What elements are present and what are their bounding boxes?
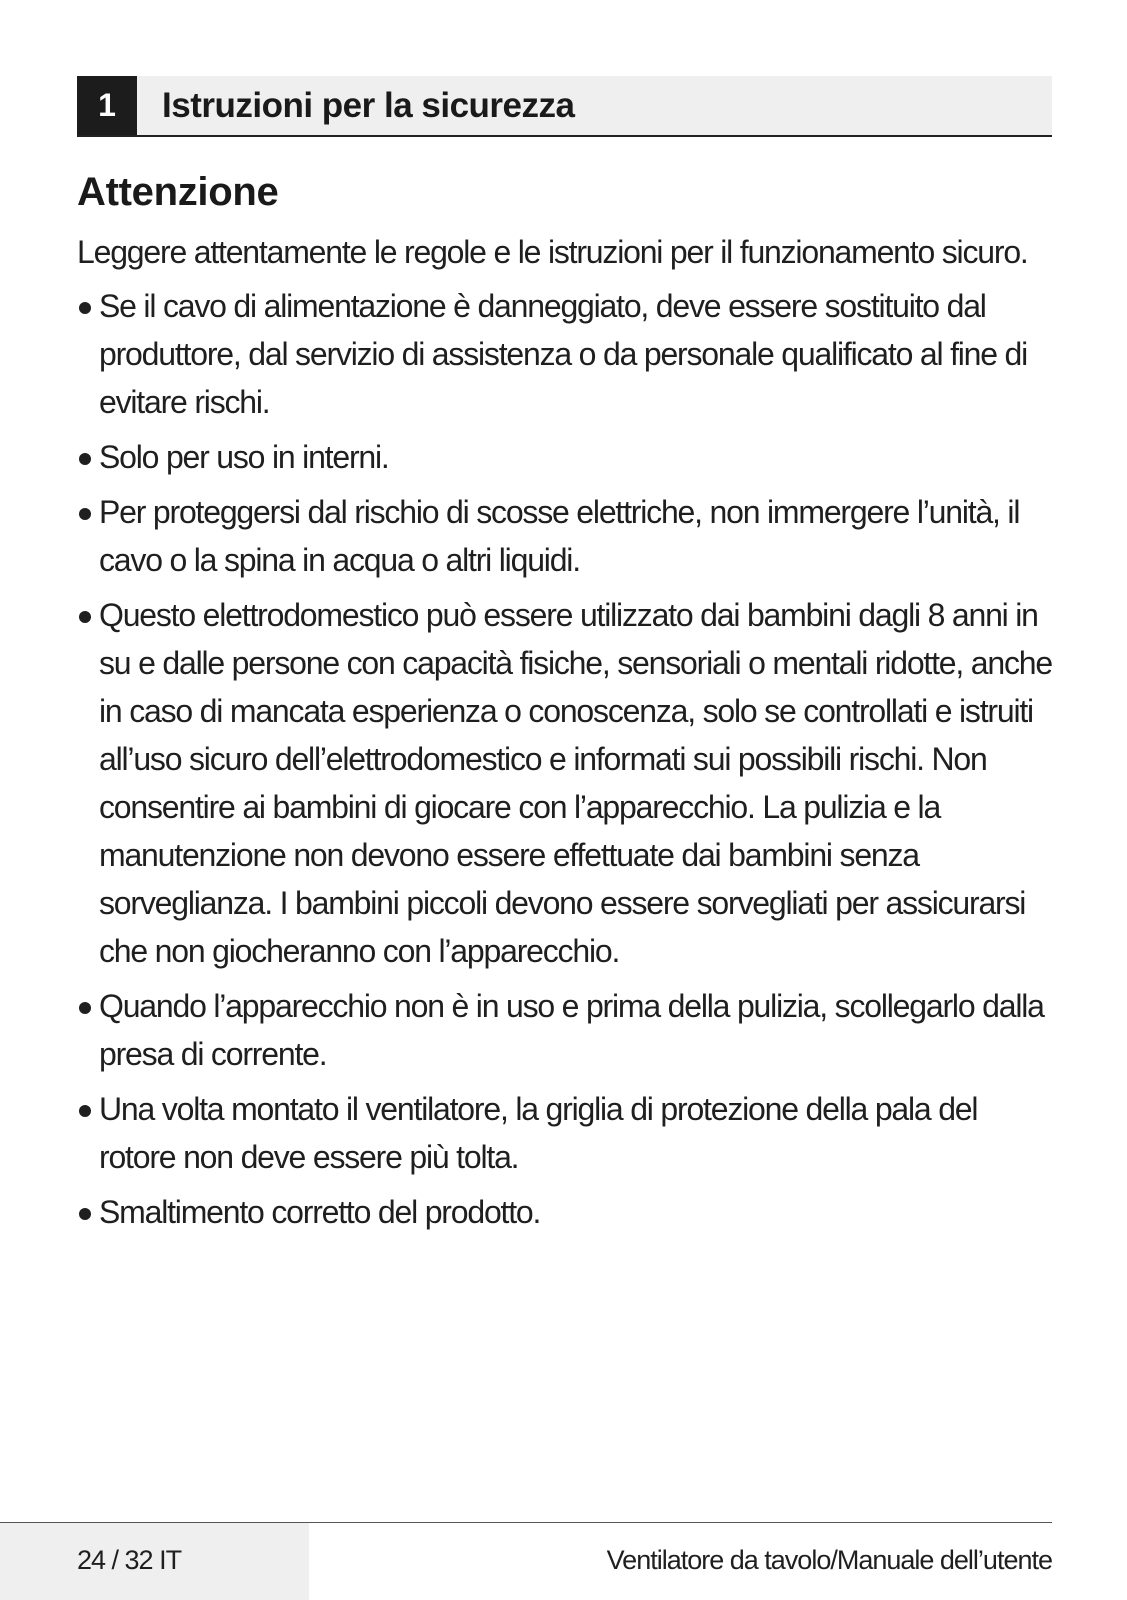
intro-paragraph: Leggere attentamente le regole e le istruzioni per il funzionamento sicuro.	[77, 234, 1028, 270]
bullet-dot-icon	[79, 302, 91, 314]
safety-bullet-list	[77, 282, 1052, 1236]
bullet-text: Solo per uso in interni.	[99, 439, 389, 475]
section-header	[77, 76, 1052, 137]
bullet-text: Smaltimento corretto del prodotto.	[99, 1194, 541, 1230]
safety-content	[77, 228, 1052, 1243]
page-number: 24 / 32 IT	[77, 1545, 182, 1575]
bullet-item	[77, 1188, 1052, 1236]
bullet-dot-icon	[79, 611, 91, 623]
bullet-item	[77, 488, 1052, 584]
bullet-dot-icon	[79, 453, 91, 465]
warning-heading: Attenzione	[77, 170, 279, 214]
bullet-text: Se il cavo di alimentazione è danneggiato, deve essere sostituito dal produttore, dal servizio di assistenza o da personale qualificato al fine di evitare rischi.	[99, 288, 1028, 420]
bullet-text: Una volta montato il ventilatore, la griglia di protezione della pala del rotore non deve essere più tolta.	[99, 1091, 978, 1175]
document-title: Ventilatore da tavolo/Manuale dell’utente	[606, 1545, 1052, 1575]
bullet-text: Quando l’apparecchio non è in uso e prima della pulizia, scollegarlo dalla presa di corrente.	[99, 988, 1044, 1072]
bullet-item	[77, 1085, 1052, 1181]
bullet-item	[77, 282, 1052, 426]
footer-divider	[0, 1522, 1052, 1523]
bullet-text: Per proteggersi dal rischio di scosse elettriche, non immergere l’unità, il cavo o la spina in acqua o altri liquidi.	[99, 494, 1020, 578]
bullet-dot-icon	[79, 1002, 91, 1014]
section-title: Istruzioni per la sicurezza	[162, 86, 575, 125]
bullet-text: Questo elettrodomestico può essere utilizzato dai bambini dagli 8 anni in su e dalle persone con capacità fisiche, sensoriali o mentali ridotte, anche in caso di mancata esperienza o conoscenza, solo se controllati e istruiti all’uso sicuro dell’elettrodomestico e informati sui possibili rischi. Non consentire ai bambini di giocare con l’apparecchio. La pulizia e la manutenzione non devono essere effettuate dai bambini senza sorveglianza. I bambini piccoli devono essere sorvegliati per assicurarsi che non giocheranno con l’apparecchio.	[99, 597, 1052, 969]
section-number: 1	[77, 76, 137, 135]
bullet-dot-icon	[79, 508, 91, 520]
bullet-dot-icon	[79, 1208, 91, 1220]
bullet-dot-icon	[79, 1105, 91, 1117]
bullet-item	[77, 591, 1052, 975]
bullet-item	[77, 433, 1052, 481]
bullet-item	[77, 982, 1052, 1078]
